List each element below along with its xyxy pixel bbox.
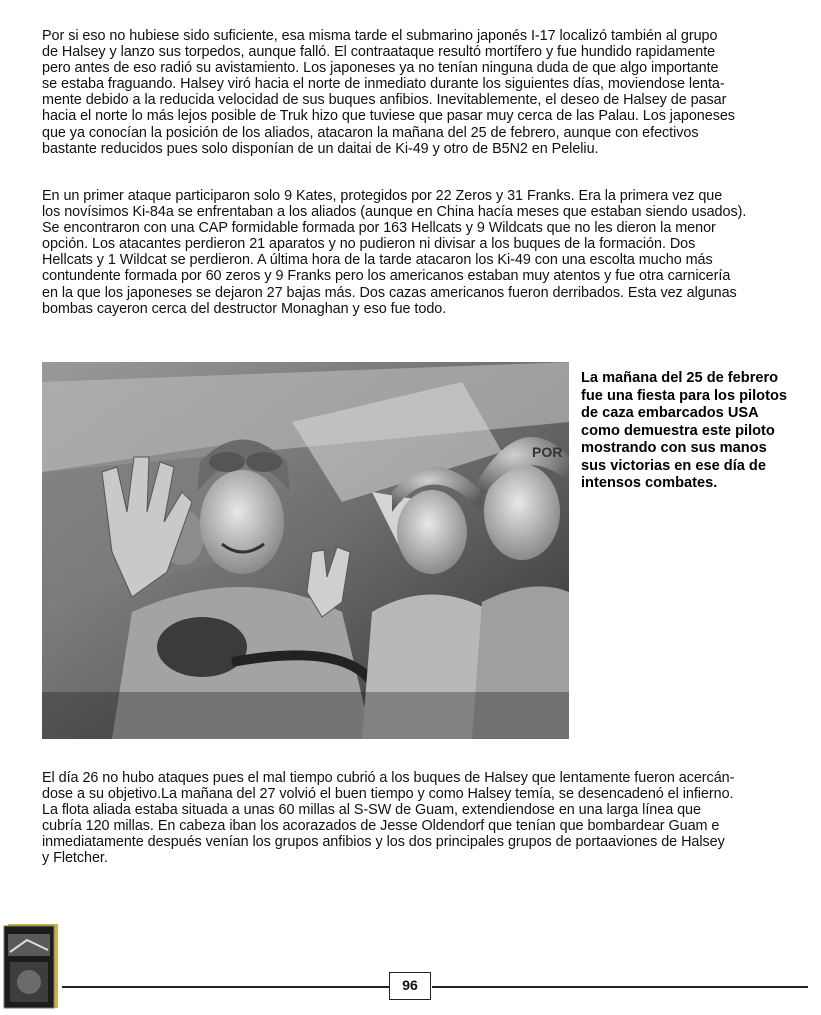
footer-rule-left xyxy=(62,986,390,988)
paragraph-2: En un primer ataque participaron solo 9 Kates, protegidos por 22 Zeros y 31 Franks. Era la primera vez que los novísimos Ki-84a se enfrentaban a los aliados (aunque en China hacía meses que estaban siendo usados). Se encontraron con una CAP formidable formada por 163 Hellcats y 9 Wildcats que no les dieron la menor opción. Los atacantes perdieron 21 aparatos y no pudieron ni divisar a los buques de la formación. Dos Hellcats y 1 Wildcat se perdieron. A última hora de la tarde atacaron los Ki-49 con una escolta mucho más contundente formada por 60 zeros y 9 Franks pero los americanos estaban muy atentos y fue otra carnicería en la que los japoneses se dejaron 27 bajas más. Dos cazas americanos fueron derribados. Esta vez algunas bombas cayeron cerca del destructor Monaghan y eso fue todo. xyxy=(42,188,747,317)
photo-caption: La mañana del 25 de febrero fue una fiesta para los pilotos de caza embarcados USA como demuestra este piloto mostrando con sus manos sus victorias en ese día de intensos combates. xyxy=(581,370,787,491)
page-number: 96 xyxy=(389,972,431,1000)
footer-rule-right xyxy=(432,986,808,988)
paragraph-3: El día 26 no hubo ataques pues el mal tiempo cubrió a los buques de Halsey que lentamente fueron acercán- dose a su objetivo.La mañana del 27 volvió el buen tiempo y como Halsey temía, se desencadenó el infierno. La flota aliada estaba situada a unas 60 millas al S-SW de Guam, extendiendose en una larga línea que cubría 120 millas. En cabeza iban los acorazados de Jesse Oldendorf que tenían que bombardear Guam e inmediatamente después venían los grupos anfibios y los dos principales grupos de portaaviones de Halsey y Fletcher. xyxy=(42,770,735,867)
helmet-lettering: POR xyxy=(532,444,563,460)
game-box-thumbnail xyxy=(2,922,62,1010)
paragraph-1: Por si eso no hubiese sido suficiente, esa misma tarde el submarino japonés I-17 localizó también al grupo de Halsey y lanzo sus torpedos, aunque falló. El contraataque resultó mortífero y fue hundido rapidamente pero antes de eso radió su avistamiento. Los japoneses ya no tenían ninguna duda de que algo importante se estaba fraguando. Halsey viró hacia el norte de inmediato durante los siguientes días, moviendose lenta- mente debido a la reducida velocidad de sus buques anfibios. Inevitablemente, el deseo de Halsey de pasar hacia el norte lo más lejos posible de Truk hizo que tuviese que pasar muy cerca de las Palau. Los japoneses que ya conocían la posición de los aliados, atacaron la mañana del 25 de febrero, aunque con efectivos bastante reducidos pues solo disponían de un daitai de Ki-49 y otro de B5N2 en Peleliu. xyxy=(42,28,735,157)
pilot-photo xyxy=(42,362,569,739)
